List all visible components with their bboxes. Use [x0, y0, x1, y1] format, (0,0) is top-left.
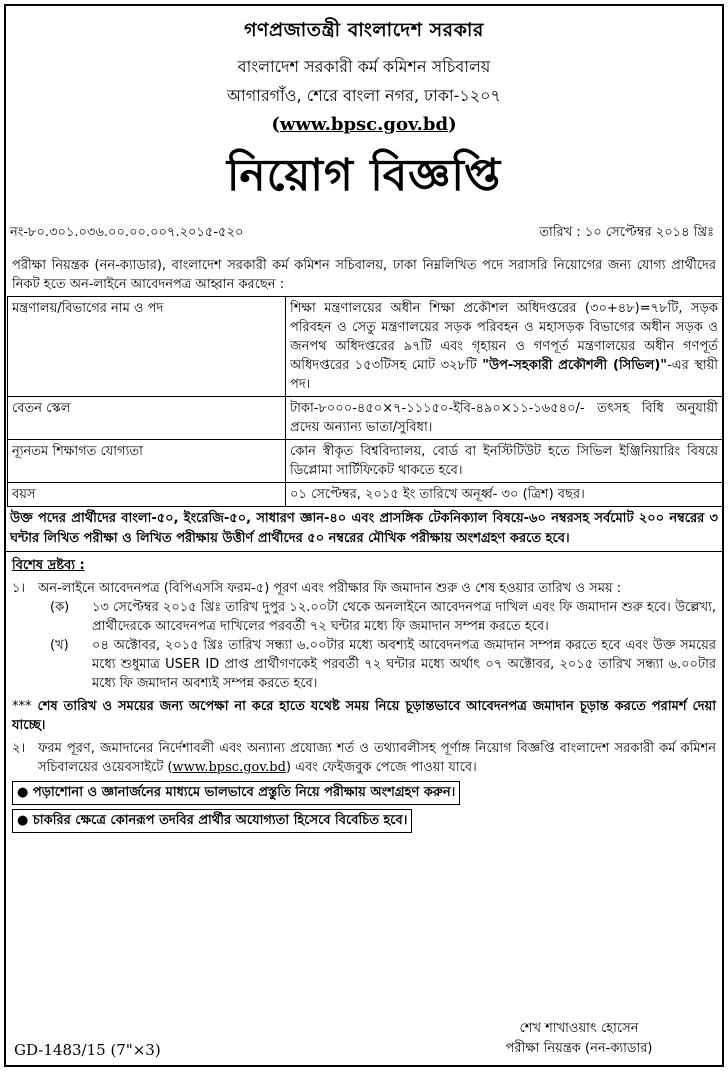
bullet-1-wrap	[6, 777, 722, 805]
row-value: কোন স্বীকৃত বিশ্ববিদ্যালয়, বোর্ড বা ইনস্টিটিউট হতে সিভিল ইঞ্জিনিয়ারিং বিষয়ে ডিপ্লোমা সার্টিফিকেট থাকতে হবে।	[286, 440, 723, 483]
note-text: শেষ তারিখ ও সময়ের জন্য অপেক্ষা না করে হাতে যথেষ্ট সময় নিয়ে চূড়ান্তভাবে আবেদনপত্র জমাদান চূড়ান্ত করতে পরামর্শ দেয়া যাচ্ছে।	[12, 699, 716, 733]
sub-item-text: ১৩ সেপ্টেম্বর ২০১৫ খ্রিঃ তারিখ দুপুর ১২.০০টা থেকে অনলাইনে আবেদনপত্র দাখিল এবং ফি জমাদান শুরু হবে। উল্লেখ্য, প্রার্থীদেরকে আবেদনপত্র দাখিলের পরবর্তী ৭২ ঘন্টার মধ্যে ফি জমাদান সম্পন্ন করতে হবে।	[92, 600, 716, 634]
special-note-heading	[6, 552, 722, 579]
signatory-designation: পরীক্ষা নিয়ন্ত্রক (নন-ক্যাডার)	[505, 1041, 653, 1056]
gd-number: GD-1483/15 (7"×3)	[14, 1041, 161, 1059]
notice-date: তারিখ : ১০ সেপ্টেম্বর ২০১৪ খ্রিঃ	[539, 225, 714, 240]
post-info-table	[7, 296, 723, 507]
special-item-1	[6, 579, 722, 598]
notice-header	[6, 16, 722, 135]
lobbying-bullet: ● চাকরির ক্ষেত্রে কোনরূপ তদবির প্রার্থীর অযোগ্যতা হিসেবে বিবেচিত হবে।	[12, 809, 412, 833]
row-label: বয়স	[8, 483, 286, 507]
government-name: গণপ্রজাতন্ত্রী বাংলাদেশ সরকার	[244, 19, 484, 41]
reference-row	[6, 223, 722, 244]
table-row	[8, 483, 723, 507]
item-number: ২।	[12, 741, 26, 756]
reference-number: নং-৮০.৩০১.০৩৬.০০.০০.০০৭.২০১৫-৫২০	[10, 225, 244, 240]
special-sub-item-a	[6, 598, 722, 636]
table-row	[8, 397, 723, 440]
row-value: টাকা-৮০০০-৪৫০×৭-১১১৫০-ইবি-৪৯০×১১-১৬৫৪০/- তৎসহ বিধি অনুযায়ী প্রদেয় অন্যান্য ভাতা/সুবিধা।	[286, 397, 723, 440]
notice-footer	[6, 1019, 722, 1059]
row-value: ০১ সেপ্টেম্বর, ২০১৫ ইং তারিখে অনূর্ধ্ব- ৩০ (ত্রিশ) বছর।	[286, 483, 723, 507]
notice-frame	[4, 4, 724, 1067]
table-row	[8, 297, 723, 397]
note-stars: ***	[12, 699, 32, 714]
special-item-2	[6, 739, 722, 777]
website-line: (www.bpsc.gov.bd)	[271, 114, 457, 135]
deadline-advice	[6, 693, 722, 735]
post-tail: -এর স্থায়ী পদ।	[290, 358, 719, 392]
item-text	[38, 739, 716, 777]
row-label: ন্যূনতম শিক্ষাগত যোগ্যতা	[8, 440, 286, 483]
office-name: বাংলাদেশ সরকারী কর্ম কমিশন সচিবালয়	[237, 57, 491, 76]
intro-paragraph: পরীক্ষা নিয়ন্ত্রক (নন-ক্যাডার), বাংলাদেশ সরকারী কর্ম কমিশন সচিবালয়, ঢাকা নিম্নলিখিত পদে সরাসরি নিয়োগের জন্য যোগ্য প্রার্থীদের নিকট হতে অন-লাইনে আবেদনপত্র আহ্বান করছেন :	[12, 258, 716, 292]
bpsc-website-link[interactable]: www.bpsc.gov.bd	[172, 760, 286, 775]
post-description: শিক্ষা মন্ত্রণালয়ের অধীন শিক্ষা প্রকৌশল অধিদপ্তরের (৩০+৪৮)=৭৮টি, সড়ক পরিবহন ও সেতু মন্ত্রণালয়ের সড়ক পরিবহন ও মহাসড়ক বিভাগের অধীন সড়ক ও জনপথ অধিদপ্তরের ৯৭টি এবং গৃহায়ন ও গণপূর্ত মন্ত্রণালয়ের অধীন গণপূর্ত অধিদপ্তরের ১৫৩টিসহ মোট ৩২৮টি	[290, 301, 718, 373]
item-number: ১।	[12, 581, 26, 596]
bullet-2-wrap	[6, 805, 722, 833]
website-link[interactable]: www.bpsc.gov.bd	[279, 114, 449, 135]
sub-item-text: ০৪ অক্টোবর, ২০১৫ খ্রিঃ তারিখ সন্ধ্যা ৬.০০টার মধ্যে অবশ্যই আবেদনপত্র জমাদান সম্পন্ন করতে হবে এবং উক্ত সময়ের মধ্যে শুধুমাত্র USER ID প্রাপ্ত প্রার্থীগণকেই পরবর্তী ৭২ ঘন্টার মধ্যে অর্থাৎ ০৭ অক্টোবর, ২০১৫ তারিখ সন্ধ্যা ৬.০০টার মধ্যে ফি জমাদান অবশ্যই সম্পন্ন করতে হবে।	[92, 638, 716, 691]
item2-text-start: ফরম পূরণ, জমাদানের নির্দেশাবলী এবং অন্যান্য প্রযোজ্য শর্ত ও তথ্যাবলীসহ পূর্ণাঙ্গ নিয়োগ বিজ্ঞপ্তি বাংলাদেশ সরকারী কর্ম কমিশন সচিবালয়ের ওয়েবসাইটে (	[38, 741, 716, 775]
row-label: মন্ত্রণালয়/বিভাগের নাম ও পদ	[8, 297, 286, 397]
preparation-bullet: ● পড়াশোনা ও জ্ঞানার্জনের মাধ্যমে ভালভাবে প্রস্তুতি নিয়ে পরীক্ষায় অংশগ্রহণ করুন।	[12, 781, 460, 805]
table-row	[8, 440, 723, 483]
office-address: আগারগাঁও, শেরে বাংলা নগর, ঢাকা-১২০৭	[227, 86, 501, 105]
sub-item-number: (ক)	[50, 600, 70, 615]
sub-item-number: (খ)	[50, 638, 69, 653]
row-value	[286, 297, 723, 397]
row-label: বেতন স্কেল	[8, 397, 286, 440]
special-heading-text: বিশেষ দ্রষ্টব্য :	[12, 558, 85, 573]
post-name: "উপ-সহকারী প্রকৌশলী (সিভিল)"	[482, 358, 668, 373]
signatory-name: শেখ শাখাওয়াৎ হোসেন	[519, 1021, 639, 1036]
item2-text-end: ) এবং ফেইজবুক পেজে পাওয়া যাবে।	[285, 760, 477, 775]
item-text: অন-লাইনে আবেদনপত্র (বিপিএসসি ফরম-৫) পূরণ এবং পরীক্ষার ফি জমাদান শুরু ও শেষ হওয়ার তারিখ ও সময় :	[38, 581, 622, 596]
notice-title: নিয়োগ বিজ্ঞপ্তি	[226, 150, 502, 201]
signature-block	[444, 1019, 714, 1059]
special-sub-item-b	[6, 636, 722, 693]
exam-summary: উক্ত পদের প্রার্থীদের বাংলা-৫০, ইংরেজি-৫০, সাধারণ জ্ঞান-৪০ এবং প্রাসঙ্গিক টেকনিক্যাল বিষয়ে-৬০ নম্বরসহ সর্বমোট ২০০ নম্বরের ৩ ঘন্টার লিখিত পরীক্ষা ও লিখিত পরীক্ষায় উত্তীর্ণ প্রার্থীদের ৫০ নম্বরের মৌখিক পরীক্ষায় অংশগ্রহণ করতে হবে।	[6, 507, 722, 552]
